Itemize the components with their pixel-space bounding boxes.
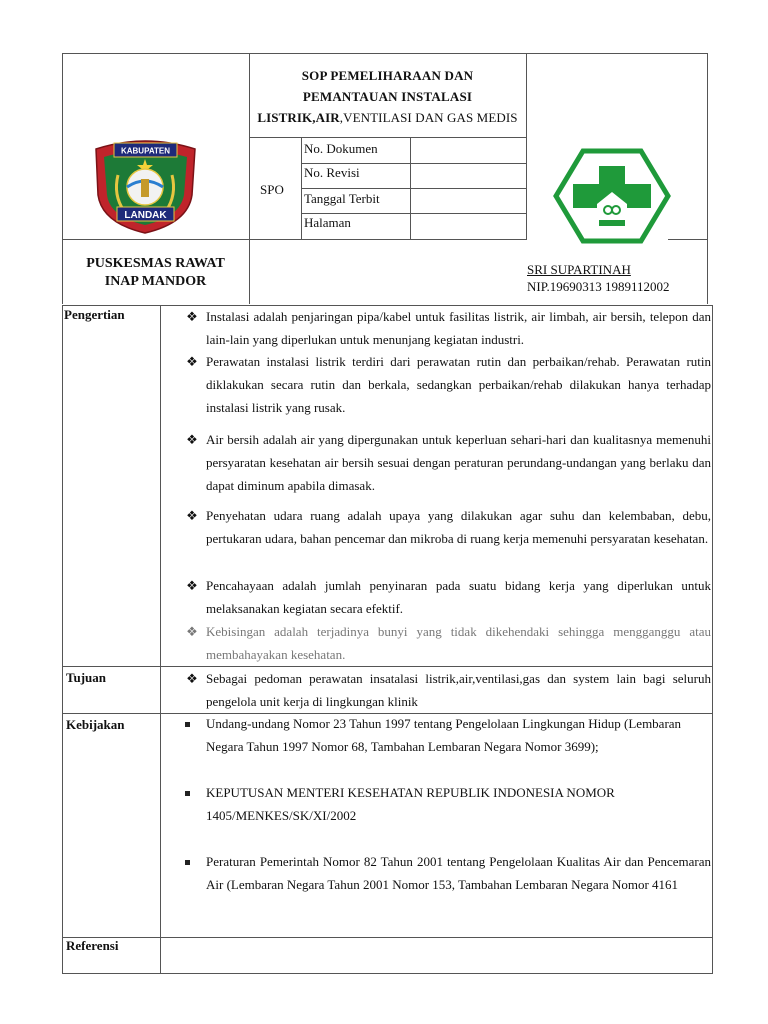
signer-nip: NIP.19690313 1989112002: [527, 279, 670, 294]
diamond-bullet-icon: ❖: [186, 508, 198, 523]
header-mid-line-right: [668, 239, 708, 240]
facility-name-line-1: PUSKESMAS RAWAT: [86, 256, 225, 271]
body-right-border: [712, 305, 713, 974]
header-right-border: [707, 53, 708, 304]
title-line-3: [249, 110, 526, 126]
field-tanggal-terbit: Tanggal Terbit: [304, 191, 380, 206]
field-line-1: [301, 163, 526, 164]
title-line-1: SOP PEMELIHARAAN DAN: [301, 68, 474, 83]
title-line-3-rest: ,VENTILASI DAN GAS MEDIS: [339, 110, 518, 125]
svg-text:LANDAK: LANDAK: [124, 210, 167, 221]
pengertian-item: Air bersih adalah air yang dipergunakan untuk keperluan sehari-hari dan kualitasnya memenuhi persyaratan kesehatan air bersih sesuai dengan peraturan perundang-undangan yang berlaku dan dapat diminum apabila dimasak.: [206, 432, 711, 493]
square-bullet-icon: [185, 722, 190, 727]
label-pengertian: Pengertian: [64, 307, 125, 322]
pengertian-item: Instalasi adalah penjaringan pipa/kabel untuk fasilitas listrik, air limbah, air bersih, telepon dan lain-lain yang diperlukan untuk menunjang kegiatan industri.: [206, 309, 711, 347]
field-no-dokumen: No. Dokumen: [304, 141, 378, 156]
pengertian-item: Pencahayaan adalah jumlah penyinaran pada suatu bidang kerja yang diperlukan untuk melaksanakan kegiatan secara efektif.: [206, 578, 711, 616]
tujuan-item: Sebagai pedoman perawatan insatalasi listrik,air,ventilasi,gas dan system lain bagi seluruh pengelola unit kerja di lingkungan klinik: [206, 671, 711, 709]
square-bullet-icon: [185, 791, 190, 796]
body-left-border: [62, 305, 63, 974]
header-mid-line-left: [62, 239, 526, 240]
diamond-bullet-icon: ❖: [186, 309, 198, 324]
kebijakan-item: Undang-undang Nomor 23 Tahun 1997 tentang Pengelolaan Lingkungan Hidup (Lembaran Negara Tahun 1997 Nomor 68, Tambahan Lembaran Negara Nomor 3699);: [206, 716, 682, 754]
label-kebijakan: Kebijakan: [66, 717, 125, 732]
pengertian-item: Penyehatan udara ruang adalah upaya yang dilakukan agar suhu dan kelembaban, debu, pertukaran udara, bahan pencemar dan mikroba di ruang kerja memenuhi persyaratan kesehatan.: [206, 508, 711, 546]
pengertian-item: Kebisingan adalah terjadinya bunyi yang tidak dikehendaki sehingga mengganggu atau membahayakan kesehatan.: [206, 624, 711, 662]
title-line-3-bold: LISTRIK,AIR: [257, 110, 340, 125]
label-referensi: Referensi: [66, 938, 119, 953]
diamond-bullet-icon: ❖: [186, 624, 198, 639]
facility-name-line-2: INAP MANDOR: [104, 274, 207, 289]
body-label-divider: [160, 305, 161, 974]
diamond-bullet-icon: ❖: [186, 354, 198, 369]
diamond-bullet-icon: ❖: [186, 578, 198, 593]
field-no-revisi: No. Revisi: [304, 165, 360, 180]
kebijakan-item: KEPUTUSAN MENTERI KESEHATAN REPUBLIK INDONESIA NOMOR 1405/MENKES/SK/XI/2002: [206, 785, 615, 823]
kebijakan-item: Peraturan Pemerintah Nomor 82 Tahun 2001 tentang Pengelolaan Kualitas Air dan Pencemaran Air (Lembaran Negara Tahun 2001 Nomor 153, Tambahan Lembaran Negara Nomor 4161: [206, 854, 711, 892]
field-line-2: [301, 188, 526, 189]
diamond-bullet-icon: ❖: [186, 432, 198, 447]
diamond-bullet-icon: ❖: [186, 671, 198, 686]
svg-text:KABUPATEN: KABUPATEN: [120, 146, 171, 156]
spo-label: SPO: [260, 182, 284, 197]
label-tujuan: Tujuan: [66, 670, 106, 685]
row-line-referensi: [62, 937, 713, 938]
square-bullet-icon: [185, 860, 190, 865]
body-bottom-border: [62, 973, 713, 974]
puskesmas-green-cross-icon: [553, 148, 671, 244]
signer-name: SRI SUPARTINAH: [527, 262, 631, 277]
field-halaman: Halaman: [304, 215, 351, 230]
field-line-3: [301, 213, 526, 214]
title-bottom-line: [249, 137, 526, 138]
header-col-divider-2: [526, 53, 527, 240]
kabupaten-landak-emblem-icon: [88, 135, 203, 235]
pengertian-item: Perawatan instalasi listrik terdiri dari perawatan rutin dan perbaikan/rehab. Perawatan rutin diklakukan secara rutin dan berkala, sedangkan perbaikan/rehab dilakukan hanya terhadap instalasi listrik yang rusak.: [206, 354, 711, 415]
title-line-2: PEMANTAUAN INSTALASI: [302, 89, 473, 104]
header-top-border: [62, 53, 708, 54]
